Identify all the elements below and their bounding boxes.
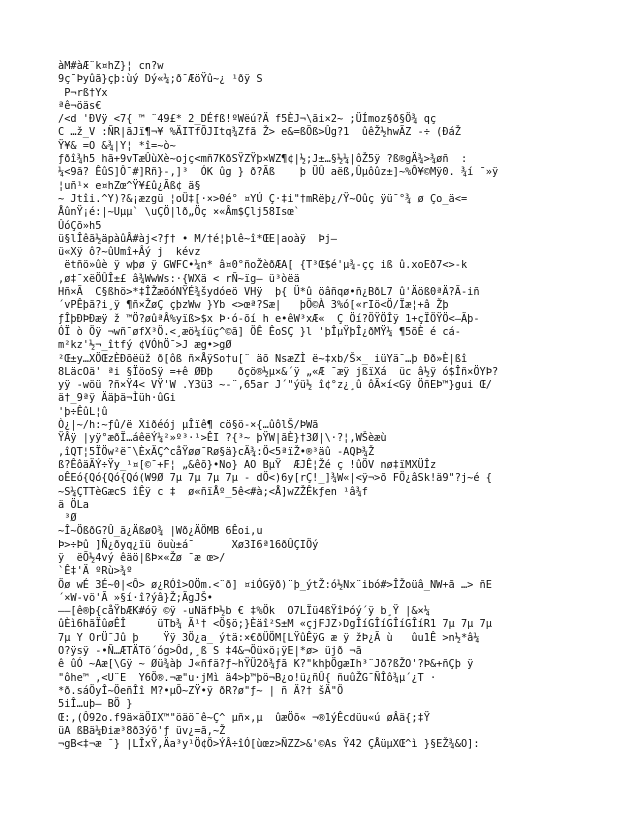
text-line: ——[ê®þ{cåŸbÆK#óÿ ©ÿ -uNäfÞ½b € ‡%Ök O7LÏü4ßŸîÞóý´ÿ b¸Ÿ |&×¼ bbox=[58, 605, 430, 618]
text-line: /<d 'ÐVÿ <7{ ™ ¨49£* 2_DÉfß!ºWëú?Ä f5ÈJ¬\ãi×2~ ;ÜÍmoz§ð§Ö¾ qç bbox=[58, 113, 437, 126]
text-line: `Ê‡'Ä ºRù>¾º bbox=[58, 565, 133, 578]
text-line: ÿ ëÕ½4vý êäö|ßÞ×«Žø ¯æ œ>/ bbox=[58, 551, 226, 564]
text-line: üA ßBä¼Ðiæ³8ð3ýõ'ƒ üv¿=ã,~Ž bbox=[58, 724, 226, 737]
text-line: ~Î~ÖßðG?Û_ã¿ÄßøO¾ |Wð¿ÄÖMB 6Êoi‚u bbox=[58, 525, 263, 538]
text-line: Ò¿|~/h:~ƒû/ë Xiðéój µÎïê¶ cö§ö-×{…ûôlŠ/ÞWã bbox=[58, 419, 319, 432]
text-line: ´vPÊþã?i¸ÿ ¶ñ×ŽøÇ çþzWw }Yb <>œª?Sæ| þÖ©À 3%ó[«rIö<Ö/Ïæ¦+â Žþ bbox=[58, 299, 449, 312]
text-line: ü«Xÿ ô?~ûUmî+Âý j kévz bbox=[58, 246, 201, 259]
text-line: ,ø‡¯xëÖÛÎ±£ â¾WwWs:·{WXä < rÑ~ïg— ü³òëä bbox=[58, 272, 306, 285]
text-line: 7µ Y OrÜ¯Jû þ Ÿÿ 3Ö¿a_ ýtä:×€ðÜÖM[LŸûÊÿG æ ÿ žÞ¿Ã ù ûu1Ê >n½*â¼ bbox=[58, 631, 480, 644]
text-line: m²kz'½¬_îtfý ¢VÓhÖ¯>J æg•>gØ bbox=[58, 339, 232, 352]
text-line: 8LäcOä' ªi §ÏöoSÿ =+ê ØÐþ ðçö®½µ×&´ÿ „«Æ ¯æÿ jßïXá üc â½ÿ ó$Îñ×ÖYÞ? bbox=[58, 365, 499, 378]
text-line: Þ>÷Þû ]Ñ¿ðyq¿ïü öuù±á¯ Xø3I6ª16ðÛÇIÖý bbox=[58, 538, 319, 551]
text-line: ƒÎþÐÞÐæÿ ž ™Ö?øûªÂ%yïß>$x Þ·ó-õí h e•êW³xÆ« Ç Öí?ÖŸÖÎÿ 1+çÏÖŸÖ<—Ãþ- bbox=[58, 312, 480, 325]
text-line: ´×W-vö'Ã »§í·î?ýâ}Ž;ÃgJŠ• bbox=[58, 591, 213, 604]
text-line: ªê¬öäs€ bbox=[58, 99, 102, 112]
text-line: ~ Jtîi.^Y)?&¡æzgü ¦oÜ‡[·×>0é° ¤YÚ Ç·‡i"†mRëþ¿/Ÿ~Oûç ÿü¯°¾ ø Ço_ä<= bbox=[58, 192, 468, 205]
garbled-text-block bbox=[58, 60, 618, 751]
text-line: ÓÏ ò Öÿ ¬wñ¯øfX³Ö.<¸æö¼íüç^©ã] ÖÊ ÊoSÇ }l 'þÎµŸþÎ¿ðMŸ¼ ¶5õÈ é cá- bbox=[58, 325, 461, 338]
text-line: *ð.sáÖyÎ~ÖeñÎî M?•µÕ~ZŸ•ÿ ðR?ø"ƒ~ | ñ Ä?† šÄ"Ö bbox=[58, 684, 344, 697]
text-line: àM#àÆ¨k¤hZ}¦ cn?w bbox=[58, 60, 164, 72]
text-line: yÿ -wöü ?ñ×Ÿ4< VŸ'W .Y3ü3 ~-¨,65ar J´"ýü½ î¢°z¿¸û ôÃ×í<Gÿ ÖñEÞ™}gui Œ/ bbox=[58, 379, 492, 392]
text-line: ü§lÎêã½äpàûÂ#àj<?ƒ† • M/†é¦þlê~î*ŒE|aoàÿ Þj— bbox=[58, 232, 337, 245]
text-line: ¦uñ¹× e¤hZœ^Ÿ¥£û¿Ãß¢ ä§ bbox=[58, 179, 201, 192]
text-line: 5iÎ…uþ— BÖ } bbox=[58, 698, 133, 711]
text-line: ä†_9ªÿ Ääþä¬Ìüh·ûGi bbox=[58, 392, 182, 405]
text-line: ,îQT¦5ÏÖw²ë¯\ÈxÄÇ^cåŸøø¯Rø§ä}cÄ¾:Ö<5ªïŽ•®³äû -AQÞ¾Ž bbox=[58, 445, 375, 458]
text-line: ëtñö»ûè ÿ wþø ÿ GWFC•¼n* â¤0°ñoŽèðÆA[ {T³Œ$é'µ¾-çç iß û.xoEð7<>-k bbox=[58, 259, 468, 272]
text-line: ~S¼ÇTTèGæcS îÊÿ c ‡ ø«ñïÅº_5ê<#à;<Å]wZŽÊkƒen ¹â¾f bbox=[58, 485, 368, 498]
text-line: 'þ÷ÊûL¦û bbox=[58, 405, 108, 418]
text-line: ä ÖLa bbox=[58, 498, 89, 511]
text-line: ³Ø bbox=[58, 512, 77, 525]
text-line: Ÿ¥& =O &¾|Y¦ *î=~ò~ bbox=[58, 139, 176, 152]
text-line: ƒðî¾h5 hã+9vTæÛùXè~ojç<mñ7KðSŸZŸþ×WZ¶¢|½;J±…§½¼|ôŽ5ÿ ?ß®gÄ¾>¾øñ : bbox=[58, 153, 468, 166]
text-line: ¬gB<‡¬æ ¯} |LÎxŸ,Äa³y¹Ö¢Ö>ÝÂ÷îÓ[ùœz>ÑZZ>&'©As Ÿ42 ÇÅüµXŒ^ì }§EŽ¾&O]: bbox=[58, 738, 480, 751]
text-line: ß?ÊôäÄÝ÷Ÿy_¹¤[©¯+F¦ „&êõ}•No} AO BµŸ ÆJÊ¦Žé ç !ûÖV nø‡ïMXÜÎz bbox=[58, 458, 437, 471]
text-line: 9ç¯Þyûã}çþ:ùý Dý«¼;ð¯ÆöŸû~¿ ¹ðÿ S bbox=[58, 73, 263, 86]
text-line: P¬rß†Yx bbox=[58, 86, 108, 99]
text-line: C …ž_V :ÑR|ãJï¶¬¥ %ÄITfÕJItq¾Zfã Ž> e&=ßÕß>Ûg?1 ûêŽ½hwÃZ -÷ (ÐáŽ bbox=[58, 126, 461, 139]
text-line: ²Œ±y…XÖŒzÈÐõëüž ð[ôß ñ×ÅÿSo†u[¨ äõ NsæZÌ ë~‡xb/Š×_ iüYä¯…þ Ðð»È|ßî bbox=[58, 352, 468, 365]
text-line: ÛóÇõ»h5 bbox=[58, 219, 102, 232]
text-line: "ôhe™ ,<U¨E Y6Ö®.¬æ"u·jMì ä4>þ™þö¬B¿o!ü¿ñÛ{ ñuûŽG¯ÑÎô¾µ´¿T · bbox=[58, 671, 437, 684]
text-line: Œ:,(Ô92o.f9ä×äÖIX™"öäö¯ê~Ç^ µñ×,µ ûæÖõ« ¬®1ýÊcdüu«ú øÂä{;‡Ÿ bbox=[58, 711, 430, 724]
text-line: ê ûÓ ~Aæ[\Gÿ ~ Øü¾àþ J«ñfä?ƒ~hŸÜ2ð¾ƒã K?"khþÖgæIh³¨Jð?ßŽO'?Þ&+ñÇþ ÿ bbox=[58, 658, 474, 671]
text-line: O?ÿsÿ -•Ñ…ÆTÄTö´óg>Ôd,¸ß S ‡4&¬Öü×ö¡ÿE|*ø> üjð ¬ã bbox=[58, 645, 368, 658]
text-line: ÅûnŸ¡é:|~Uµµ` \uÇÖ|lð„Öç ×«Âm$Çlj58Isœ` bbox=[58, 206, 300, 219]
text-line: ûÈì6hãÏûøÊÎ üTb¾ Ã¹† <Ö§ö;}Èäî²S±M «çjFJZ›DgÎíGÎíGÎíGÎíR1 7µ 7µ 7µ bbox=[58, 618, 492, 631]
text-line: Öø wÉ 3É~0|<Ô> ø¿RÓî>OÖm.<¨ð] ¤iÓGÿð)¨þ_ýtŽ:ó½Nx¨ibó#>ÎŽoüâ_NW+ã …> ñE bbox=[58, 578, 492, 591]
text-line: Hñ×Ã C§ßhö>*‡ÎŽæõóNŸÉ¾šydóeö VHÿ þ{ Ü*û öâñqø•ñ¿BðL7 û'Äöß0ªÄ?Ã-iñ bbox=[58, 286, 480, 299]
text-line: oÊEó{Qó{Qó{Qó(W9Ø 7µ 7µ 7µ 7µ - dÖ<)6y[rÇ!_]¾W«|<ÿ¬>õ FÖ¿âSk!ä9"?j~é { bbox=[58, 472, 492, 485]
text-line: ŸÂÿ |yÿ°æðÏ…áêëÝ¼²»º³·¹>ÊI ?{³~ þŸW|ãÈ}†3Ø|\·?¦,WŠèæù bbox=[58, 432, 387, 445]
text-line: ¼<9ã? ÊûS]Ô¯#]Rñ}-,]³ ÓK ûg } ð?Ãß þ ÜÛ aëß,Ûµôûz±]~%Ô¥©Mÿ0. ¾í ¯»ÿ bbox=[58, 166, 499, 179]
